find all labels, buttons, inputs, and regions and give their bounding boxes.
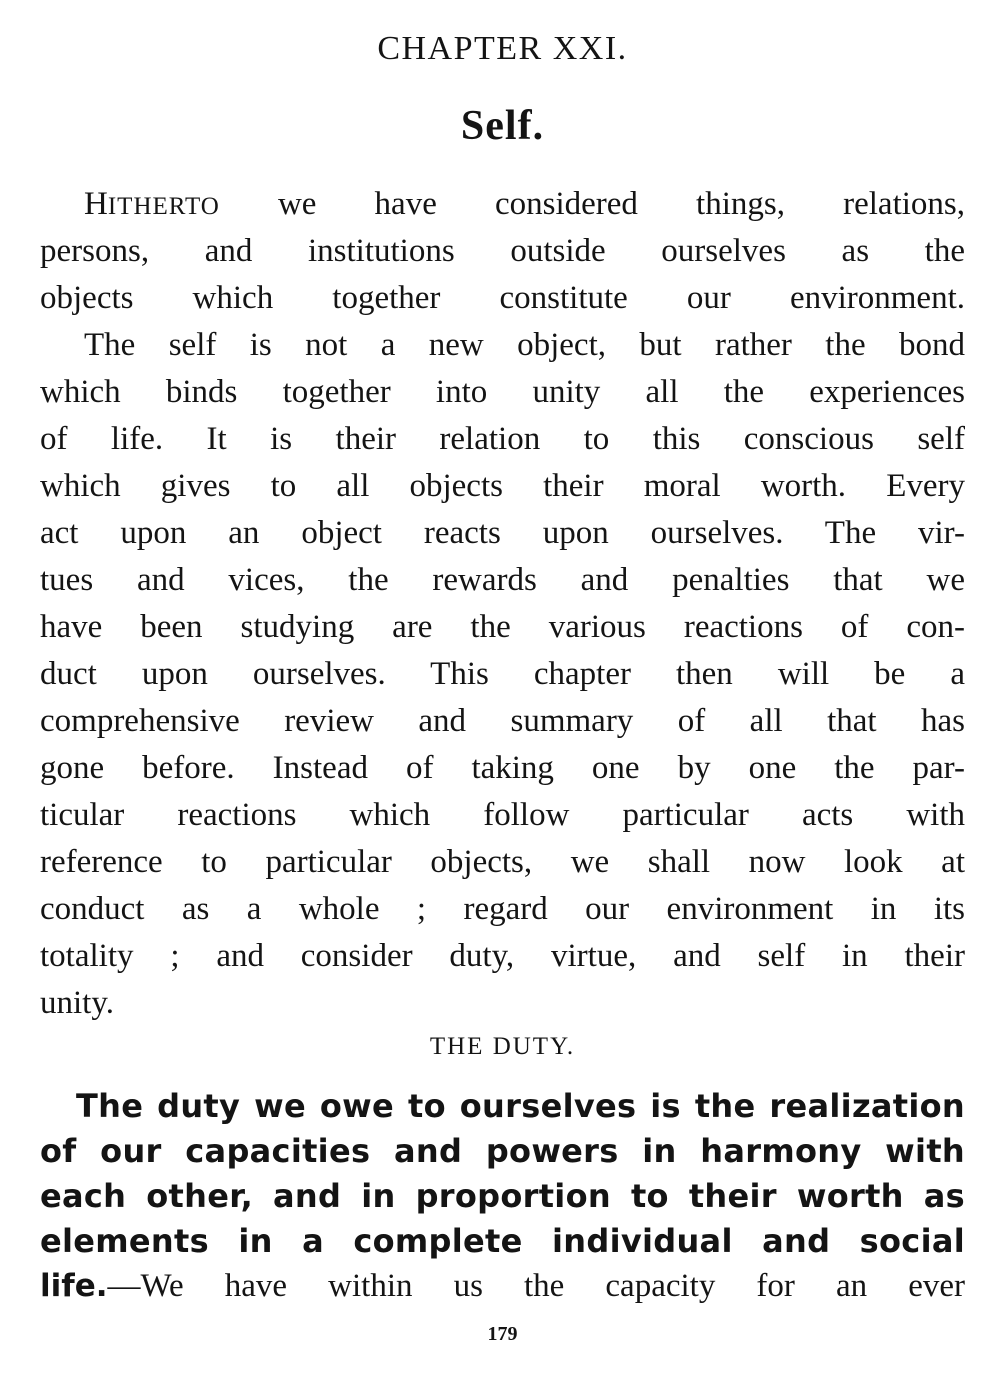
text-line: tues and vices, the rewards and penalties that we [40,562,965,598]
book-page [40,0,965,1375]
text-line: totality ; and consider duty, virtue, and self in their [40,938,965,974]
text-line: which binds together into unity all the experiences [40,374,965,410]
chapter-title: Self. [460,103,545,149]
section-heading: THE DUTY. [429,1033,576,1060]
bold-word: life. [40,1268,108,1304]
chapter-number: CHAPTER XXI. [377,30,628,67]
duty-paragraph [40,1084,965,1309]
bold-text-line: each other, and in proportion to their worth as [40,1177,965,1215]
page-number: 179 [487,1323,518,1345]
text-line: act upon an object reacts upon ourselves. The vir- [40,515,965,551]
text-line: unity. [40,985,114,1021]
regular-text: —We have within us the capacity for an ever [107,1268,965,1304]
drop-letter: H [84,186,108,222]
text-line: comprehensive review and summary of all that has [40,703,965,739]
text-line [40,1264,965,1309]
text-line: of life. It is their relation to this conscious self [40,421,965,457]
text-line: conduct as a whole ; regard our environment in its [40,891,965,927]
bold-text-line: The duty we owe to ourselves is the realization [76,1087,965,1125]
text-line: reference to particular objects, we shall now look at [40,844,965,880]
text-line: objects which together constitute our environment. [40,280,965,316]
text-line: The self is not a new object, but rather the bond [84,327,965,363]
text-line: duct upon ourselves. This chapter then will be a [40,656,965,692]
bold-text-line: elements in a complete individual and social [40,1222,965,1260]
body-paragraph [40,181,965,1027]
bold-text-line: of our capacities and powers in harmony with [40,1132,965,1170]
text-line: have been studying are the various reactions of con- [40,609,965,645]
text-line: ticular reactions which follow particular acts with [40,797,965,833]
text-line: gone before. Instead of taking one by one the par- [40,750,965,786]
text-line: persons, and institutions outside ourselves as the [40,233,965,269]
text-line: which gives to all objects their moral worth. Every [40,468,965,504]
small-caps-word: ITHERTO [107,193,220,220]
text-line: HITHERTO we have considered things, relations, [84,186,965,222]
